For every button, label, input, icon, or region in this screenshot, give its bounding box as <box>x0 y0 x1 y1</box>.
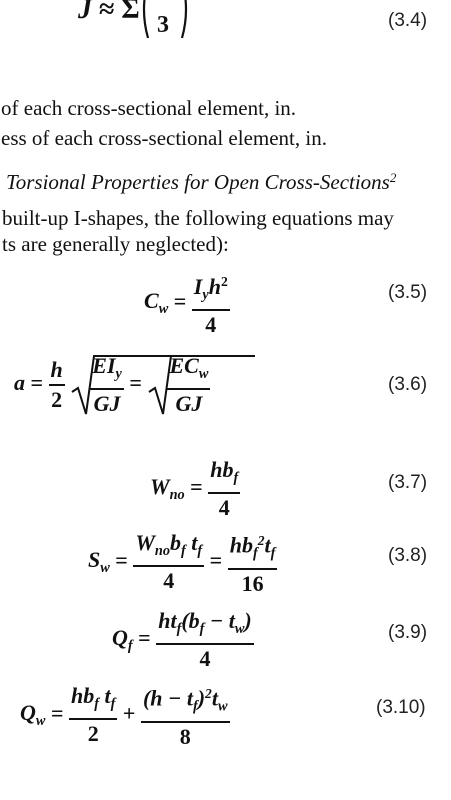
eq310-number: (3.10) <box>376 697 426 718</box>
eq34-approx: ≈ <box>99 0 115 25</box>
equation-3-8: $S_w$ = $\frac{W_{no}b_f t_f}{4}$ = $\frac{hb_f^2t_f}{16}$ <box>88 527 277 598</box>
section-heading <box>6 166 396 194</box>
eq36-number: (3.6) <box>388 374 428 395</box>
section-heading-footnote: 2 <box>389 170 397 185</box>
eq37-number: (3.7) <box>388 472 428 493</box>
eq38-number: (3.8) <box>388 545 428 566</box>
eq35-number: (3.5) <box>388 282 428 303</box>
section-heading-text: Torsional Properties for Open Cross-Sections <box>6 170 390 195</box>
equation-3-10: $Q_w$ = $\frac{hb_f t_f}{2}$ + $\frac{(h - t_f)^2t_w}{8}$ <box>20 680 230 751</box>
eq36-sqrt-2 <box>147 352 257 422</box>
eq34-lhs: J <box>78 0 92 25</box>
text-line-2: ess of each cross-sectional element, in. <box>1 126 327 150</box>
equation-3-6: a = $\frac{h}{2}$ $\frac{EI_y}{GJ}$ = $\frac{EC_w}{GJ}$ <box>14 352 210 418</box>
text-line-1: of each cross-sectional element, in. <box>1 96 297 120</box>
text-line-4: ts are generally neglected): <box>2 232 229 256</box>
equation-3-9: $Q_f$ = $\frac{ht_f(b_f - t_w)}{4}$ <box>112 608 252 671</box>
eq34-number: (3.4) <box>388 10 428 31</box>
eq39-number: (3.9) <box>388 622 428 643</box>
eq34-sum: Σ <box>121 0 140 25</box>
text-line-3: built-up I-shapes, the following equations may <box>2 206 394 230</box>
eq34-denominator: 3 <box>157 12 169 38</box>
equation-3-5: $C_w$ = $\frac{I_yh^2}{4}$ <box>144 268 230 339</box>
equation-3-7: $W_{no}$ = $\frac{hb_f}{4}$ <box>150 457 239 520</box>
